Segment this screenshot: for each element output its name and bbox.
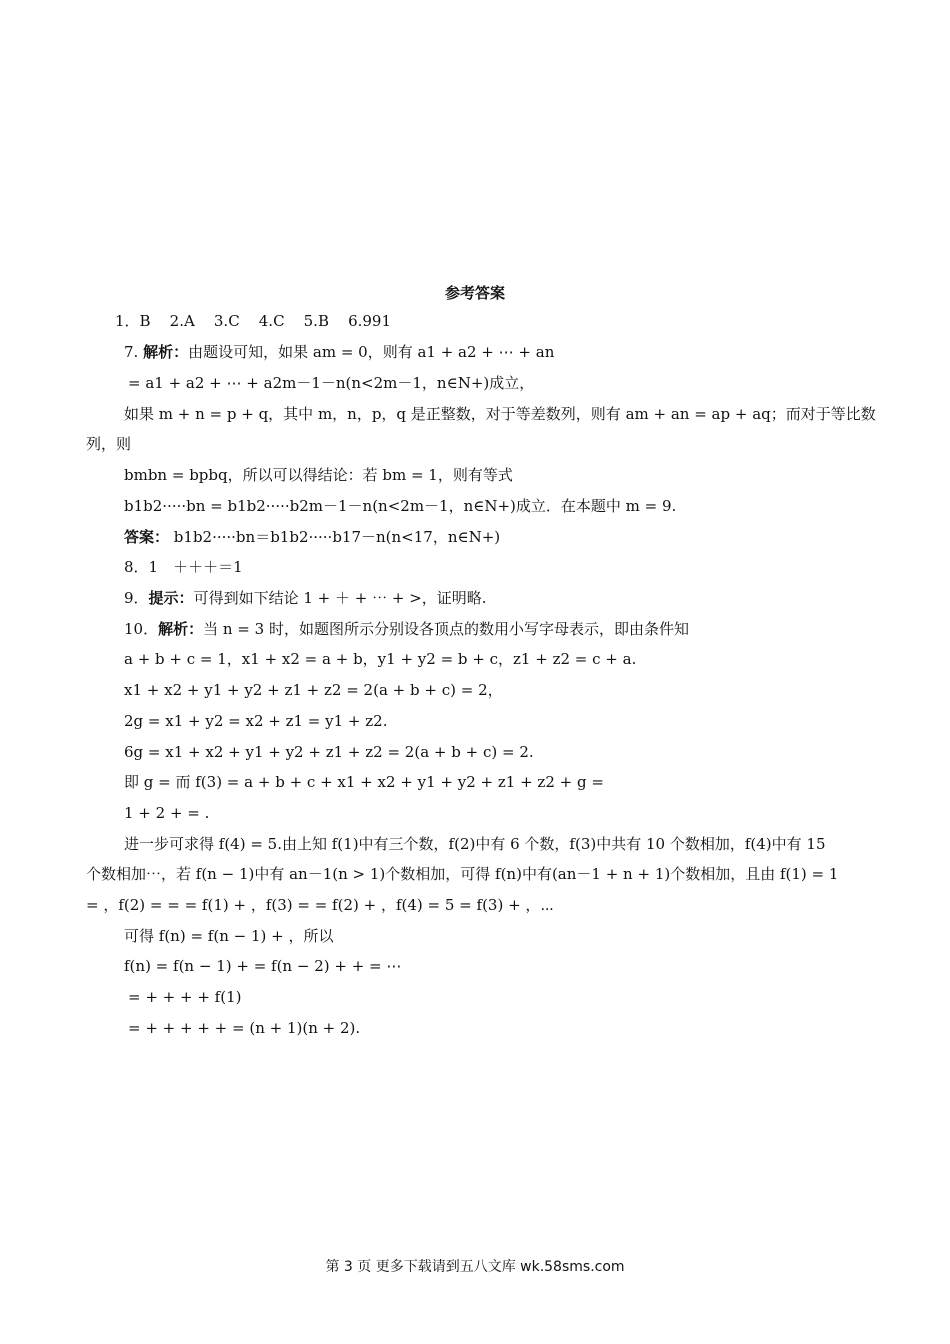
answer-6: 6.991 — [348, 312, 392, 330]
section-title: 参考答案 — [444, 284, 505, 302]
page-footer: 第 3 页 更多下载请到五八文库 wk.58sms.com — [325, 1259, 625, 1275]
q10-line-10: f(n) = f(n − 1) + = f(n − 2) + + = ⋯ — [124, 957, 402, 975]
q7-line-5: b1b2·····bn = b1b2·····b2m－1－n(n<2m－1，n∈N+)成立．在本题中 m = 9. — [124, 497, 677, 515]
answer-4: 4.C — [258, 312, 285, 330]
q10-text-1: 当 n = 3 时，如题图所示分别设各顶点的数用小写字母表示，即由条件知 — [203, 620, 689, 638]
q7-answer-text: b1b2·····bn＝b1b2·····b17－n(n<17，n∈N+) — [173, 528, 501, 546]
q7-line-3b: 列，则 — [86, 435, 132, 453]
answer-1: 1．B — [115, 312, 151, 330]
q7-jiexi-label: 解析： — [143, 343, 189, 361]
q10-line-5: 6g = x1 + x2 + y1 + y2 + z1 + z2 = 2(a + b + c) = 2. — [124, 743, 534, 761]
q7-line-1 — [124, 342, 554, 362]
q7-line-3a: 如果 m + n = p + q，其中 m，n，p，q 是正整数，对于等差数列，则有 am + an = ap + aq；而对于等比数 — [124, 405, 876, 423]
q9-text: 可得到如下结论 1 + ＋ + ⋯ + >，证明略. — [193, 589, 487, 607]
q10-line-1 — [124, 619, 689, 639]
answer-5: 5.B — [303, 312, 329, 330]
q10-line-12: = + + + + + = (n + 1)(n + 2). — [128, 1019, 361, 1037]
q9-line — [124, 588, 487, 608]
q10-label: 10． — [124, 620, 159, 638]
q7-answer-line — [124, 527, 500, 547]
q7-label: 7. — [124, 343, 139, 361]
q10-line-3: x1 + x2 + y1 + y2 + z1 + z2 = 2(a + b + c) = 2， — [124, 681, 503, 699]
q10-line-7: 1 + 2 + = . — [124, 804, 210, 822]
q10-line-8a: 进一步可求得 f(4) = 5.由上知 f(1)中有三个数，f(2)中有 6 个数，f(3)中共有 10 个数相加，f(4)中有 15 — [124, 835, 826, 853]
q7-line-2: = a1 + a2 + ⋯ + a2m－1－n(n<2m－1，n∈N+)成立， — [128, 374, 535, 392]
q7-line-4: bmbn = bpbq，所以可以得结论：若 bm = 1，则有等式 — [124, 466, 513, 484]
q7-answer-label: 答案： — [124, 528, 170, 546]
answer-3: 3.C — [213, 312, 240, 330]
q7-text-1: 由题设可知，如果 am = 0，则有 a1 + a2 + ⋯ + an — [188, 343, 555, 361]
answer-2: 2.A — [169, 312, 195, 330]
q10-line-11: = + + + + f(1) — [128, 988, 242, 1006]
q10-line-8c: = ，f(2) = = = f(1) + ，f(3) = = f(2) + ，f(4) = 5 = f(3) + ，⋯ — [86, 896, 554, 914]
q10-line-9: 可得 f(n) = f(n − 1) + ，所以 — [124, 927, 334, 945]
q8-line: 8．1 ＋＋＋＝1 — [124, 558, 243, 576]
q10-jiexi-label: 解析： — [158, 620, 204, 638]
q9-label: 9． — [124, 589, 149, 607]
q10-line-8b: 个数相加⋯，若 f(n − 1)中有 an－1(n > 1)个数相加，可得 f(n)中有(an－1 + n + 1)个数相加，且由 f(1) = 1 — [86, 865, 839, 883]
answer-list-1-6 — [115, 311, 391, 331]
q9-tip-label: 提示： — [148, 589, 194, 607]
q10-line-4: 2g = x1 + y2 = x2 + z1 = y1 + z2. — [124, 712, 388, 730]
q10-line-6: 即 g = 而 f(3) = a + b + c + x1 + x2 + y1 + y2 + z1 + z2 + g = — [124, 773, 604, 791]
q10-line-2: a + b + c = 1，x1 + x2 = a + b，y1 + y2 = b + c，z1 + z2 = c + a. — [124, 650, 637, 668]
